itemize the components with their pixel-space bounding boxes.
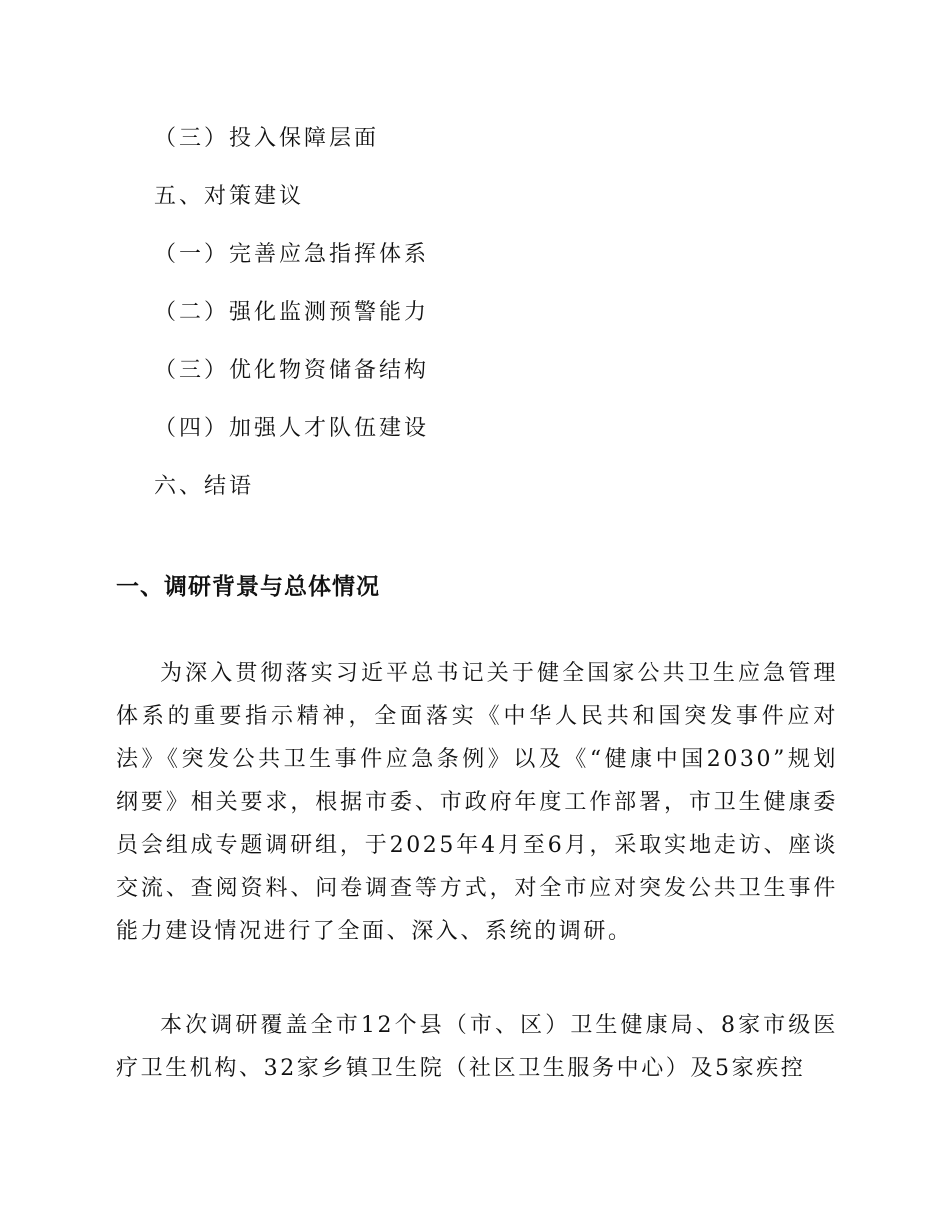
toc-item-talent-team: （四）加强人才队伍建设 bbox=[154, 416, 430, 441]
toc-item-command-system: （一）完善应急指挥体系 bbox=[154, 242, 430, 267]
toc-item-monitoring-warning: （二）强化监测预警能力 bbox=[154, 300, 430, 325]
toc-item-investment-guarantee: （三）投入保障层面 bbox=[154, 126, 380, 151]
toc-item-countermeasures: 五、对策建议 bbox=[154, 184, 305, 209]
section-heading: 一、调研背景与总体情况 bbox=[116, 574, 380, 600]
toc-item-material-reserve: （三）优化物资储备结构 bbox=[154, 358, 430, 383]
body-paragraph: 为深入贯彻落实习近平总书记关于健全国家公共卫生应急管理体系的重要指示精神，全面落实《中华人民共和国突发事件应对法》《突发公共卫生事件应急条例》以及《“健康中国2030”规划纲要》相关要求，根据市委、市政府年度工作部署，市卫生健康委员会组成专题调研组，于2025年4月至6月，采取实地走访、座谈交流、查阅资料、问卷调查等方式，对全市应对突发公共卫生事件能力建设情况进行了全面、深入、系统的调研。 bbox=[116, 661, 838, 944]
toc-item-conclusion: 六、结语 bbox=[154, 474, 255, 499]
body-paragraph: 本次调研覆盖全市12个县（市、区）卫生健康局、8家市级医疗卫生机构、32家乡镇卫生院（社区卫生服务中心）及5家疾控 bbox=[116, 1013, 838, 1081]
